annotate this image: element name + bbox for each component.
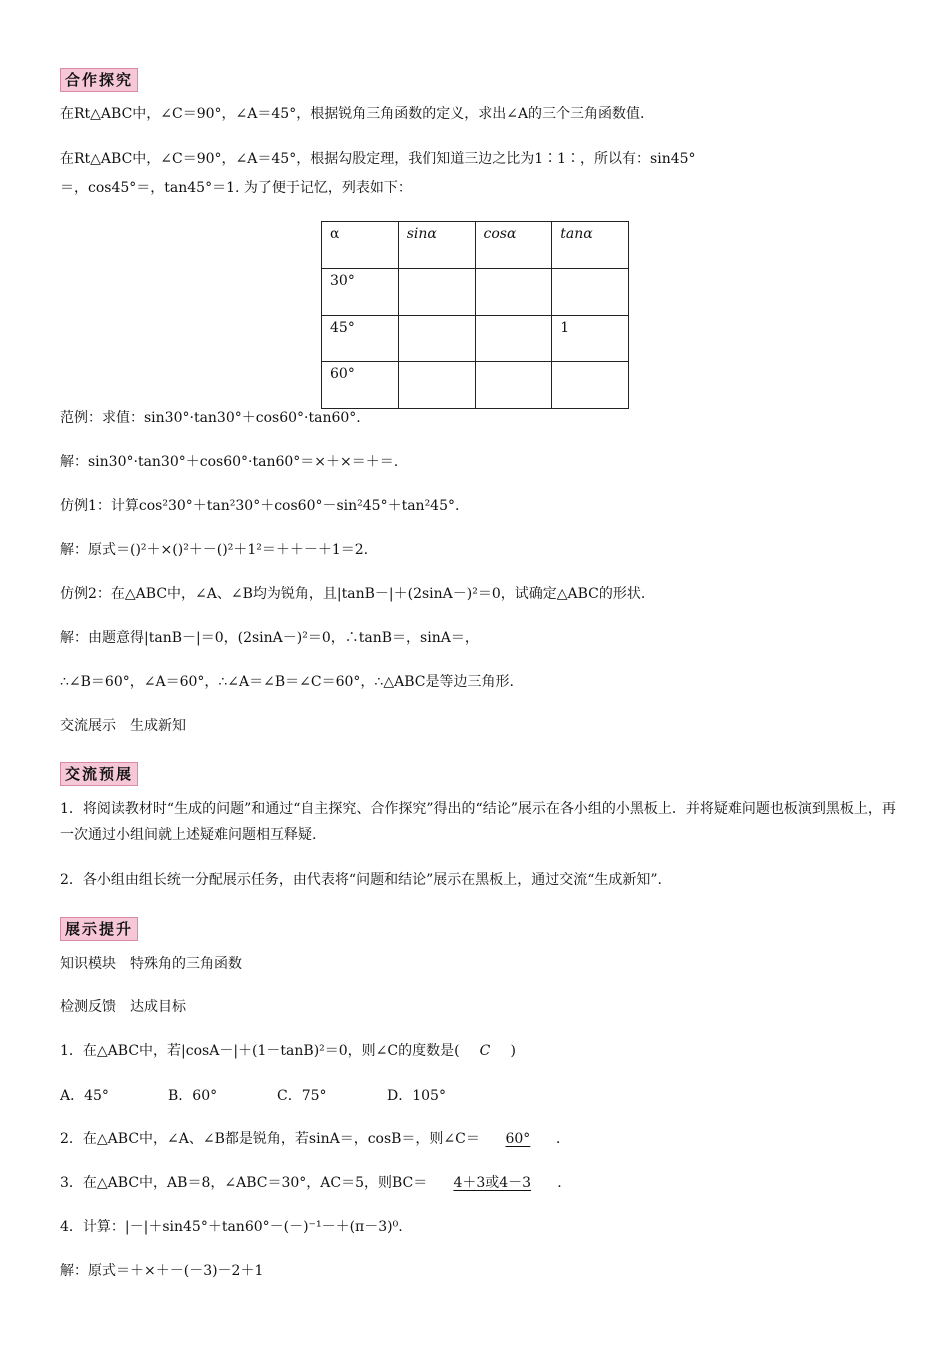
exchange-item-1: 1．将阅读教材时“生成的问题”和通过“自主探究、合作探究”得出的“结论”展示在各小组的小黑板上．并将疑难问题也板演到黑板上，再一次通过小组间就上述疑难问题相互释疑.: [60, 801, 896, 843]
show-question-1-text: 1．在△ABC中，若|cosA－|＋(1－tanB)²＝0，则∠C的度数是(: [60, 1043, 460, 1059]
table-cell: [475, 362, 552, 409]
imitation-example-1: 仿例1：计算cos²30°＋tan²30°＋cos60°－sin²45°＋tan²45°.: [60, 498, 460, 514]
show-question-4-solution: 解：原式＝＋×＋－(－3)－2＋1: [60, 1263, 264, 1279]
table-header-cell: α: [322, 222, 399, 269]
imitation-example-1-solution: 解：原式＝()²＋×()²＋－()²＋1²＝＋＋－＋1＝2.: [60, 542, 369, 558]
option-b: B．60°: [168, 1088, 218, 1104]
section-badge-show: 展示提升: [60, 917, 138, 941]
table-cell: 30°: [322, 268, 399, 315]
example-solution: 解：sin30°·tan30°＋cos60°·tan60°＝×＋×＝＋＝.: [60, 454, 399, 470]
show-question-2-text: 2．在△ABC中，∠A、∠B都是锐角，若sinA＝，cosB＝，则∠C＝: [60, 1131, 480, 1147]
table-cell: [398, 268, 475, 315]
trig-values-table: [321, 221, 629, 409]
show-question-1-answer: C: [479, 1043, 491, 1059]
table-cell: [552, 268, 629, 315]
table-row: [322, 362, 629, 409]
show-question-2-answer: 60°: [505, 1131, 531, 1147]
table-header-cell: sinα: [398, 222, 475, 269]
table-header-row: [322, 222, 629, 269]
table-cell: [398, 315, 475, 362]
table-cell: [552, 362, 629, 409]
feedback-title: 检测反馈 达成目标: [60, 999, 186, 1015]
table-header-cell: tanα: [552, 222, 629, 269]
section-badge-exchange: 交流预展: [60, 762, 138, 786]
show-question-1-close: ): [510, 1043, 516, 1059]
table-cell: [475, 315, 552, 362]
table-row: [322, 268, 629, 315]
imitation-example-2-solution-1: 解：由题意得|tanB－|＝0，(2sinA－)²＝0，∴tanB＝，sinA＝，: [60, 630, 479, 646]
show-question-3-text: 3．在△ABC中，AB＝8，∠ABC＝30°，AC＝5，则BC＝: [60, 1175, 428, 1191]
show-question-2: [60, 1129, 910, 1149]
exchange-item-2: 2．各小组由组长统一分配展示任务，由代表将“问题和结论”展示在黑板上，通过交流“生成新知”.: [60, 872, 662, 888]
coop-question-1: 在Rt△ABC中，∠C＝90°，∠A＝45°，根据锐角三角函数的定义，求出∠A的三个三角函数值.: [60, 106, 645, 122]
exchange-display-title: 交流展示 生成新知: [60, 718, 186, 734]
coop-question-2-line1: 在Rt△ABC中，∠C＝90°，∠A＝45°，根据勾股定理，我们知道三边之比为1∶1∶，所以有：sin45°: [60, 151, 696, 167]
show-question-3-answer: 4＋3或4－3: [453, 1175, 532, 1191]
knowledge-module: 知识模块 特殊角的三角函数: [60, 956, 242, 972]
option-d: D．105°: [387, 1088, 446, 1104]
table-cell: 45°: [322, 315, 399, 362]
table-row: [322, 315, 629, 362]
option-a: A．45°: [60, 1088, 109, 1104]
table-cell: [398, 362, 475, 409]
table-header-cell: cosα: [475, 222, 552, 269]
coop-question-2-line2: ＝，cos45°＝，tan45°＝1. 为了便于记忆，列表如下：: [60, 180, 412, 196]
show-question-4: 4．计算：|－|＋sin45°＋tan60°－(－)⁻¹－＋(π－3)⁰.: [60, 1219, 403, 1235]
show-question-3: [60, 1173, 910, 1193]
show-question-1: [60, 1041, 910, 1061]
show-question-2-end: .: [555, 1131, 561, 1147]
option-c: C．75°: [277, 1088, 327, 1104]
table-cell: 1: [552, 315, 629, 362]
show-question-3-end: .: [557, 1175, 562, 1191]
table-cell: 60°: [322, 362, 399, 409]
imitation-example-2: 仿例2：在△ABC中，∠A、∠B均为锐角，且|tanB－|＋(2sinA－)²＝0，试确定△ABC的形状.: [60, 586, 646, 602]
table-cell: [475, 268, 552, 315]
imitation-example-2-solution-2: ∴∠B＝60°，∠A＝60°，∴∠A＝∠B＝∠C＝60°，∴△ABC是等边三角形.: [60, 674, 514, 690]
example-problem: 范例：求值：sin30°·tan30°＋cos60°·tan60°.: [60, 410, 361, 426]
section-badge-cooperate: 合作探究: [60, 68, 138, 92]
